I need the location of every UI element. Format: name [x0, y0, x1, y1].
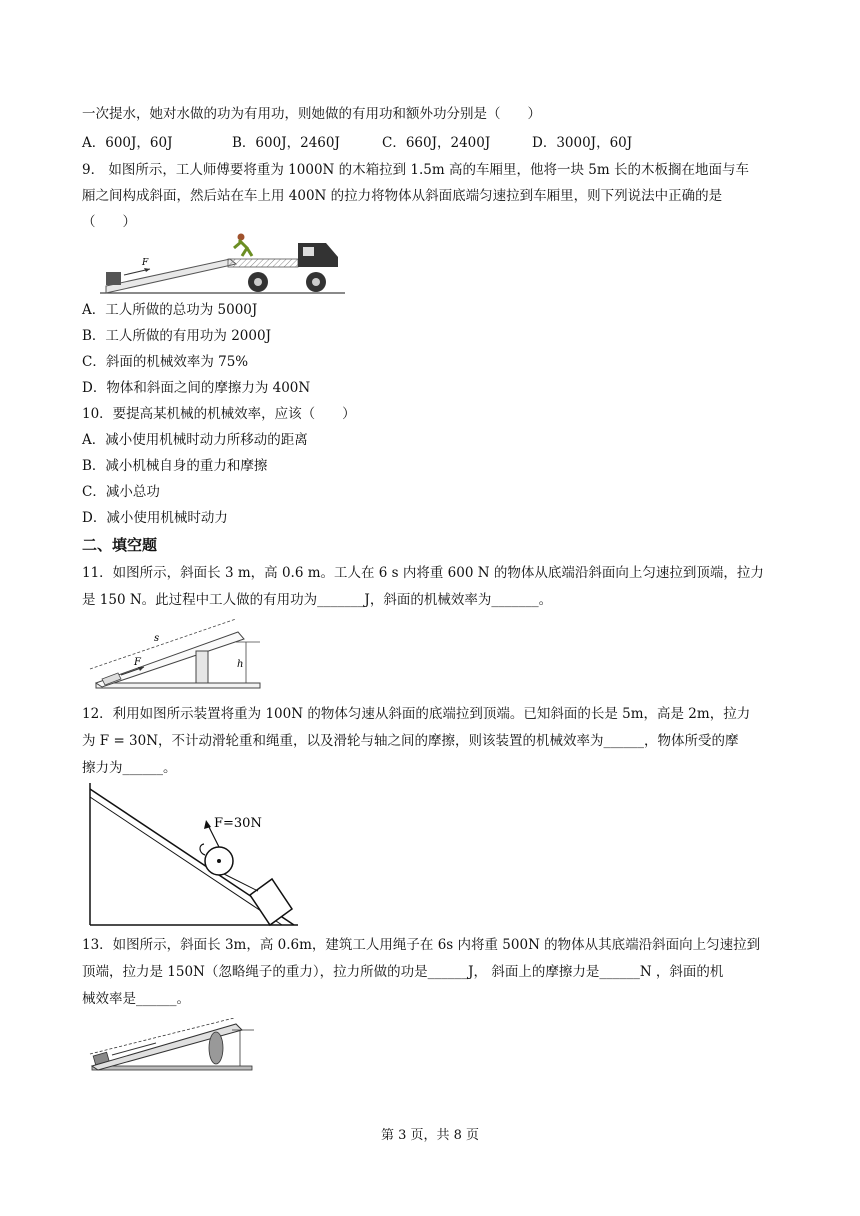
q9-line2: 厢之间构成斜面，然后站在车上用 400N 的拉力将物体从斜面底端匀速拉到车厢里，则下列说法中正确的是: [82, 188, 723, 204]
worker-figure-icon: [209, 1032, 223, 1064]
q10-option-a: A．减小使用机械时动力所移动的距离: [82, 432, 308, 448]
q10-option-c: C．减小总功: [82, 484, 160, 500]
q11-line1: 11．如图所示，斜面长 3 m，高 0.6 m。工人在 6 s 内将重 600 N 的物体从底端沿斜面向上匀速拉到顶端，拉力: [82, 565, 764, 581]
q12-line1: 12．利用如图所示装置将重为 100N 的物体匀速从斜面的底端拉到顶端。已知斜面的长是 5m，高是 2m，拉力: [82, 706, 751, 722]
q13-line2: 顶端，拉力是 150N（忽略绳子的重力），拉力所做的功是______J， 斜面上的摩擦力是______N ，斜面的机: [82, 964, 724, 980]
worker-head-icon: [238, 234, 245, 241]
q8-stem-tail: 一次提水，她对水做的功为有用功，则她做的有用功和额外功分别是（ ）: [82, 106, 541, 122]
q10-line1: 10．要提高某机械的机械效率，应该（ ）: [82, 406, 356, 422]
q11-figure-incline: [88, 617, 264, 693]
q10-option-b: B．减小机械自身的重力和摩擦: [82, 458, 268, 474]
q8-option-a: A．600J，60J: [82, 135, 173, 151]
q11-figure-h-label: h: [237, 659, 244, 670]
q9-option-b: B．工人所做的有用功为 2000J: [82, 328, 271, 344]
q13-line1: 13．如图所示，斜面长 3m，高 0.6m，建筑工人用绳子在 6s 内将重 500N 的物体从其底端沿斜面向上匀速拉到: [82, 937, 761, 953]
q8-option-c: C．660J，2400J: [382, 135, 491, 151]
section-2-title: 二、填空题: [82, 536, 158, 554]
q8-option-b: B．600J，2460J: [232, 135, 340, 151]
q13-line3: 械效率是______。: [82, 991, 190, 1007]
q9-figure-truck-ramp: [100, 230, 345, 298]
page-footer: 第 3 页，共 8 页: [380, 1128, 480, 1143]
q12-line2: 为 F = 30N，不计动滑轮重和绳重，以及滑轮与轴之间的摩擦，则该装置的机械效率为______，物体所受的摩: [82, 733, 739, 749]
q9-option-c: C．斜面的机械效率为 75%: [82, 354, 249, 370]
q11-line2: 是 150 N。此过程中工人做的有用功为_______J，斜面的机械效率为_______。: [82, 592, 553, 608]
q10-option-d: D．减小使用机械时动力: [82, 510, 228, 526]
q9-figure-force-label: F: [142, 258, 149, 268]
q11-figure-s-label: s: [154, 633, 160, 644]
q9-line1: 9． 如图所示，工人师傅要将重为 1000N 的木箱拉到 1.5m 高的车厢里，他将一块 5m 长的木板搁在地面与车: [82, 162, 749, 178]
q8-option-d: D．3000J，60J: [532, 135, 633, 151]
q12-figure-force-label: F=30N: [214, 816, 262, 831]
q13-figure-incline: [86, 1018, 256, 1074]
q12-line3: 擦力为______。: [82, 760, 177, 776]
q11-figure-f-label: F: [134, 657, 141, 668]
q9-option-d: D．物体和斜面之间的摩擦力为 400N: [82, 380, 311, 396]
q12-figure-pulley-incline: [88, 783, 300, 929]
q9-line3: （ ）: [82, 214, 136, 230]
q9-option-a: A．工人所做的总功为 5000J: [82, 302, 258, 318]
